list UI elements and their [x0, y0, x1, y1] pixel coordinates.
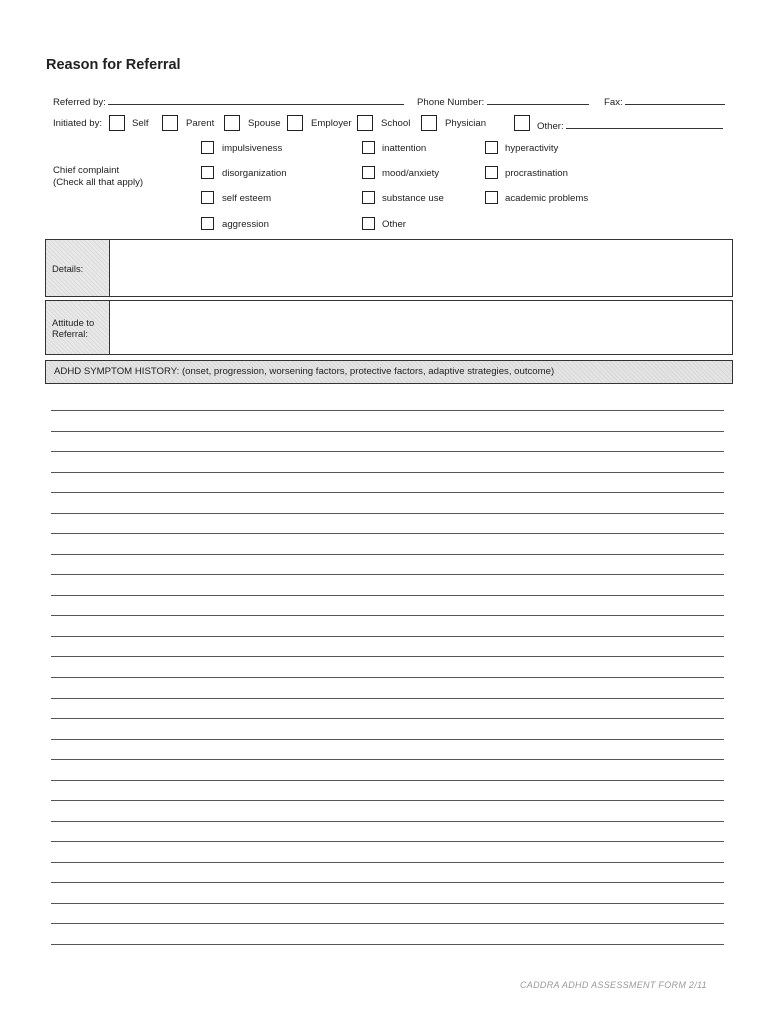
- history-line[interactable]: [51, 574, 724, 575]
- complaint-hyperactivity: hyperactivity: [505, 143, 559, 154]
- checkbox-academic-problems[interactable]: [485, 191, 498, 204]
- option-parent-label: Parent: [186, 118, 215, 129]
- form-title: Reason for Referral: [46, 57, 181, 73]
- phone-field[interactable]: [487, 95, 589, 105]
- complaint-substance-use: substance use: [382, 193, 444, 204]
- history-line[interactable]: [51, 759, 724, 760]
- other-initiator-field[interactable]: [566, 119, 723, 129]
- history-line[interactable]: [51, 595, 724, 596]
- history-line[interactable]: [51, 821, 724, 822]
- checkbox-physician[interactable]: [421, 115, 437, 131]
- complaint-self-esteem: self esteem: [222, 193, 272, 204]
- details-field[interactable]: [110, 240, 732, 296]
- phone-row: [417, 95, 589, 108]
- checkbox-employer[interactable]: [287, 115, 303, 131]
- complaint-procrastination: procrastination: [505, 168, 568, 179]
- checkbox-other-initiator[interactable]: [514, 115, 530, 131]
- fax-field[interactable]: [625, 95, 725, 105]
- details-label: Details:: [46, 240, 110, 296]
- chief-complaint-line-1: Chief complaint: [53, 165, 120, 176]
- history-line[interactable]: [51, 554, 724, 555]
- checkbox-self-esteem[interactable]: [201, 191, 214, 204]
- history-line[interactable]: [51, 862, 724, 863]
- other-initiator-row: [537, 119, 723, 132]
- history-line[interactable]: [51, 718, 724, 719]
- checkbox-disorganization[interactable]: [201, 166, 214, 179]
- complaint-inattention: inattention: [382, 143, 427, 154]
- option-self-label: Self: [132, 118, 149, 129]
- history-line[interactable]: [51, 882, 724, 883]
- initiated-label: Initiated by:: [53, 118, 103, 129]
- history-line[interactable]: [51, 615, 724, 616]
- history-line[interactable]: [51, 431, 724, 432]
- attitude-section: [45, 300, 733, 355]
- history-line[interactable]: [51, 636, 724, 637]
- history-line[interactable]: [51, 656, 724, 657]
- history-line[interactable]: [51, 800, 724, 801]
- option-other-label: Other:: [537, 121, 564, 132]
- complaint-academic-problems: academic problems: [505, 193, 589, 204]
- complaint-other: Other: [382, 219, 406, 230]
- adhd-history-header: ADHD SYMPTOM HISTORY: (onset, progression, worsening factors, protective factors, adaptive strategies, outcome): [45, 360, 733, 384]
- fax-label: Fax:: [604, 97, 623, 108]
- complaint-mood-anxiety: mood/anxiety: [382, 168, 440, 179]
- history-line[interactable]: [51, 903, 724, 904]
- option-school-label: School: [381, 118, 411, 129]
- attitude-label: [46, 301, 110, 354]
- checkbox-parent[interactable]: [162, 115, 178, 131]
- checkbox-spouse[interactable]: [224, 115, 240, 131]
- referred-by-label: Referred by:: [53, 97, 106, 108]
- fax-row: [604, 95, 725, 108]
- history-line[interactable]: [51, 492, 724, 493]
- phone-label: Phone Number:: [417, 97, 485, 108]
- checkbox-hyperactivity[interactable]: [485, 141, 498, 154]
- option-physician-label: Physician: [445, 118, 487, 129]
- history-line[interactable]: [51, 451, 724, 452]
- checkbox-mood-anxiety[interactable]: [362, 166, 375, 179]
- checkbox-school[interactable]: [357, 115, 373, 131]
- checkbox-self[interactable]: [109, 115, 125, 131]
- footer-form-id: CADDRA ADHD ASSESSMENT FORM 2/11: [520, 980, 707, 990]
- checkbox-procrastination[interactable]: [485, 166, 498, 179]
- history-line[interactable]: [51, 677, 724, 678]
- history-line[interactable]: [51, 472, 724, 473]
- history-line[interactable]: [51, 533, 724, 534]
- chief-complaint-line-2: (Check all that apply): [53, 176, 144, 188]
- history-line[interactable]: [51, 513, 724, 514]
- complaint-aggression: aggression: [222, 219, 269, 230]
- attitude-field[interactable]: [110, 301, 732, 354]
- checkbox-other-complaint[interactable]: [362, 217, 375, 230]
- checkbox-inattention[interactable]: [362, 141, 375, 154]
- checkbox-aggression[interactable]: [201, 217, 214, 230]
- chief-complaint-label: [53, 165, 143, 188]
- option-employer-label: Employer: [311, 118, 352, 129]
- option-spouse-label: Spouse: [248, 118, 281, 129]
- checkbox-impulsiveness[interactable]: [201, 141, 214, 154]
- history-line[interactable]: [51, 410, 724, 411]
- details-section: [45, 239, 733, 297]
- attitude-line-1: Attitude to: [52, 316, 95, 328]
- history-line[interactable]: [51, 739, 724, 740]
- attitude-line-2: Referral:: [52, 327, 88, 339]
- history-line[interactable]: [51, 923, 724, 924]
- history-line[interactable]: [51, 841, 724, 842]
- checkbox-substance-use[interactable]: [362, 191, 375, 204]
- history-line[interactable]: [51, 944, 724, 945]
- referred-by-field[interactable]: [108, 95, 404, 105]
- history-line[interactable]: [51, 698, 724, 699]
- referred-by-row: [53, 95, 404, 108]
- complaint-impulsiveness: impulsiveness: [222, 143, 283, 154]
- history-line[interactable]: [51, 780, 724, 781]
- complaint-disorganization: disorganization: [222, 168, 287, 179]
